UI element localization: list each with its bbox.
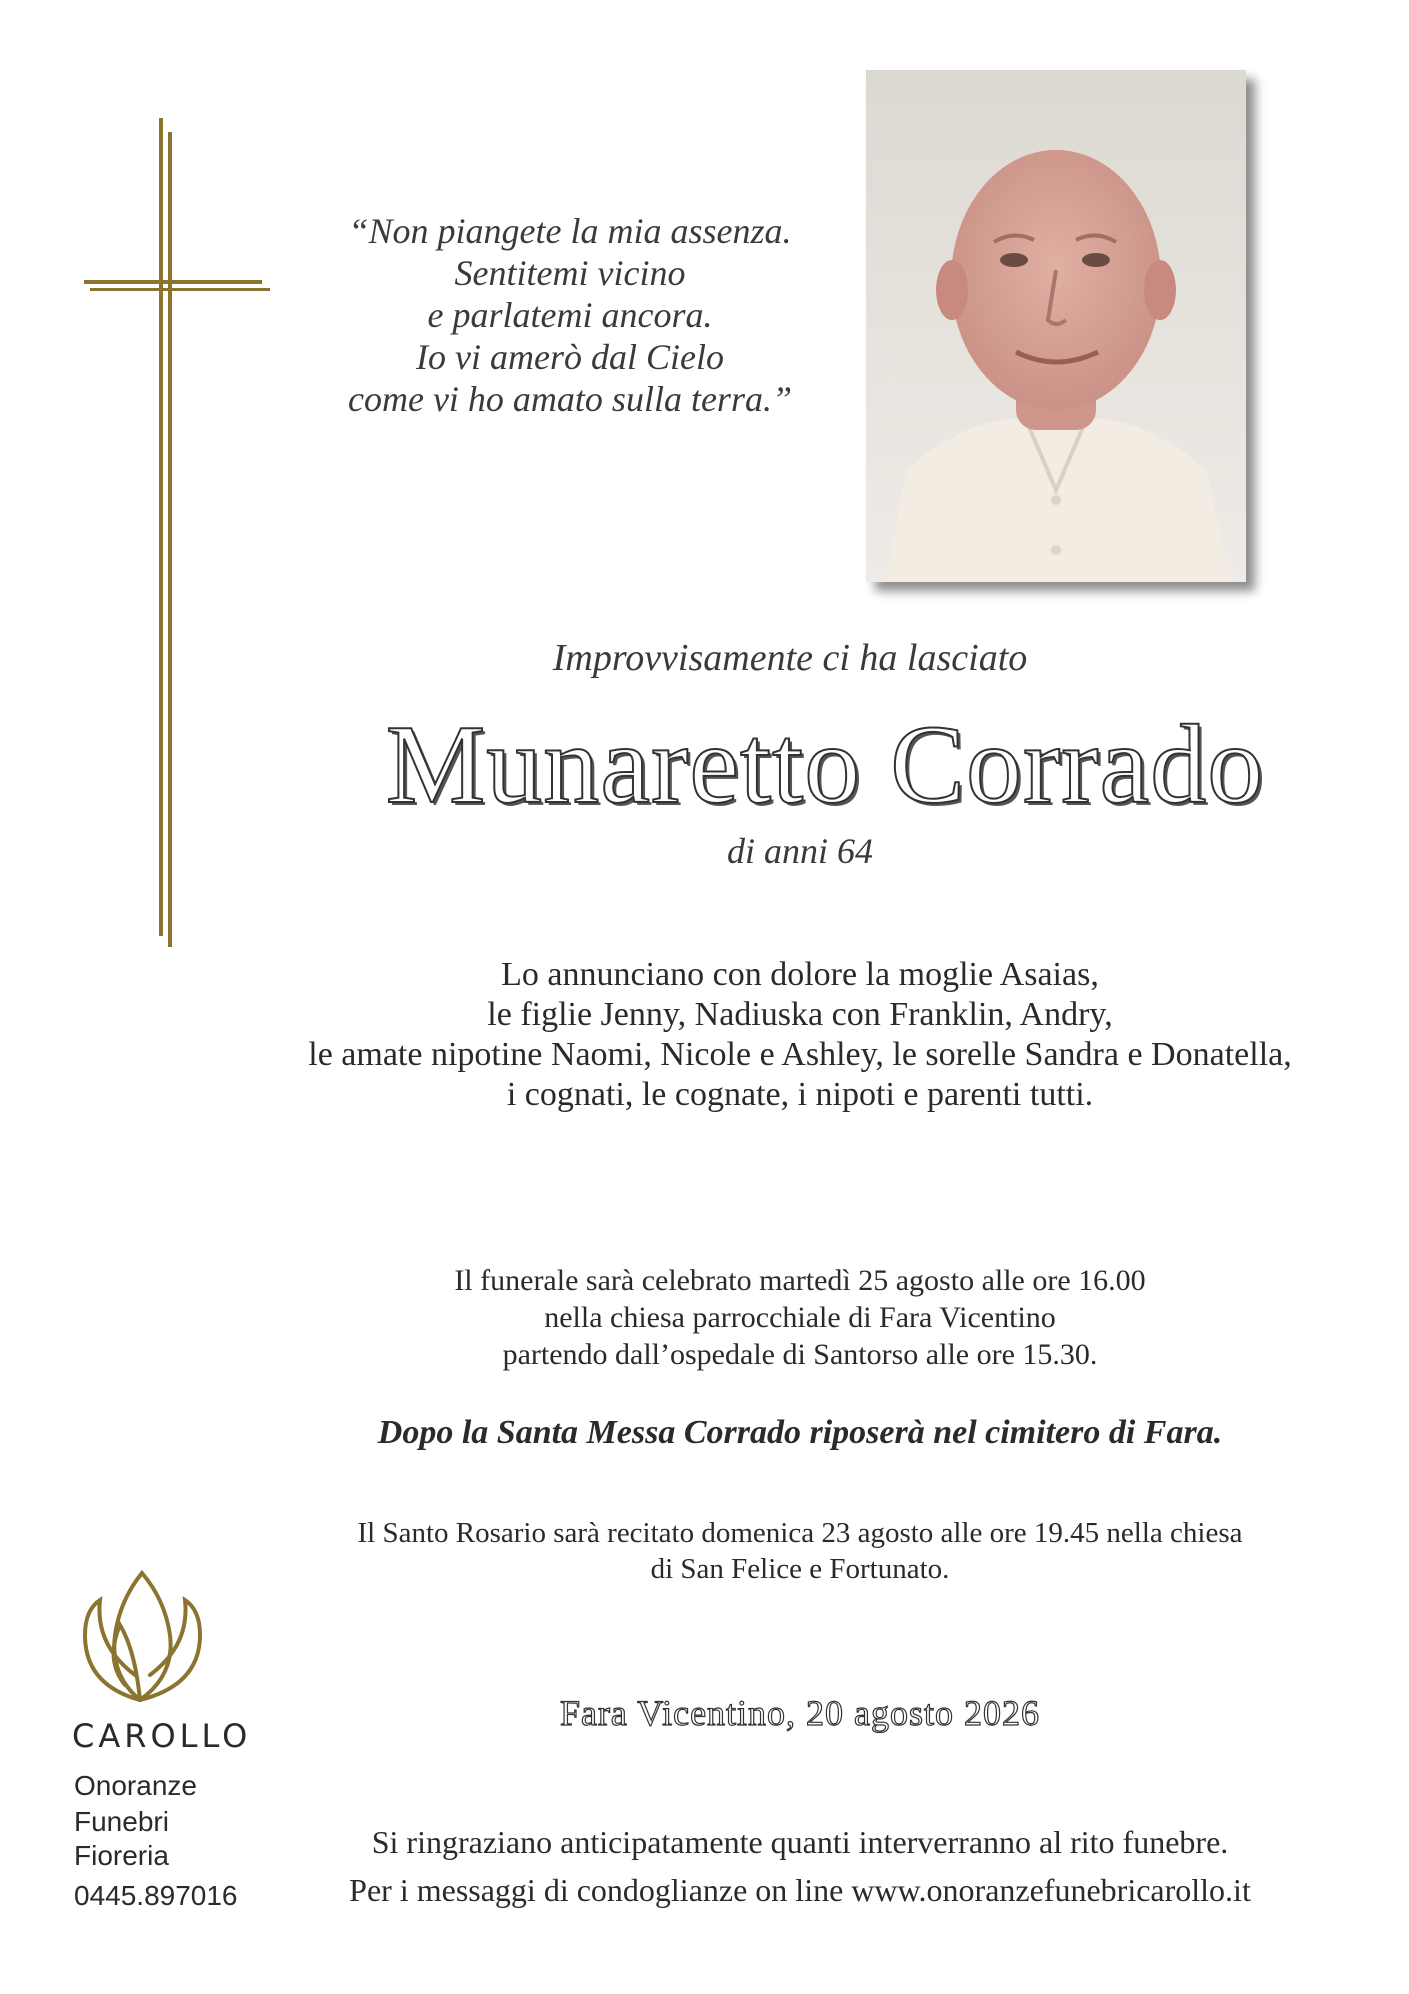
funeral-line: nella chiesa parrocchiale di Fara Vicentino bbox=[544, 1301, 1056, 1334]
thanks-line: Per i messaggi di condoglianze on line www.onoranzefunebricarollo.it bbox=[349, 1872, 1251, 1908]
family-announcement bbox=[250, 955, 1350, 1115]
quote-line: Sentitemi vicino bbox=[454, 253, 686, 293]
logo-line: Onoranze bbox=[74, 1770, 197, 1801]
lotus-logo-icon bbox=[80, 1565, 205, 1705]
funeral-line: partendo dall’ospedale di Santorso alle ore 15.30. bbox=[502, 1338, 1098, 1371]
logo-line: Funebri bbox=[74, 1806, 169, 1837]
quote bbox=[300, 210, 840, 420]
logo-line: Fioreria bbox=[74, 1840, 169, 1871]
family-line: i cognati, le cognate, i nipoti e parenti tutti. bbox=[506, 1076, 1094, 1113]
thanks-line: Si ringraziano anticipatamente quanti interverranno al rito funebre. bbox=[371, 1824, 1229, 1860]
quote-line: e parlatemi ancora. bbox=[427, 295, 713, 335]
burial-text: Dopo la Santa Messa Corrado riposerà nel cimitero di Fara. bbox=[377, 1414, 1223, 1451]
family-line: le figlie Jenny, Nadiuska con Franklin, Andry, bbox=[487, 996, 1113, 1033]
quote-line: Io vi amerò dal Cielo bbox=[416, 337, 724, 377]
rosary-info bbox=[300, 1515, 1300, 1587]
funeral-line: Il funerale sarà celebrato martedì 25 agosto alle ore 16.00 bbox=[454, 1264, 1146, 1297]
logo-name: CAROLLO bbox=[72, 1717, 252, 1755]
logo-phone: 0445.897016 bbox=[74, 1880, 238, 1911]
rosary-line: Il Santo Rosario sarà recitato domenica 23 agosto alle ore 19.45 nella chiesa bbox=[357, 1517, 1243, 1549]
age-text: di anni 64 bbox=[726, 831, 873, 871]
funeral-info bbox=[350, 1262, 1250, 1373]
family-line: Lo annunciano con dolore la moglie Asaias, bbox=[501, 956, 1099, 993]
portrait-photo bbox=[866, 70, 1246, 582]
rosary-line: di San Felice e Fortunato. bbox=[650, 1553, 950, 1585]
thanks-text bbox=[250, 1818, 1350, 1914]
intro-text: Improvvisamente ci ha lasciato bbox=[552, 637, 1028, 679]
place-date: Fara Vicentino, 20 agosto 2026 bbox=[559, 1693, 1041, 1733]
quote-line: “Non piangete la mia assenza. bbox=[348, 211, 792, 251]
deceased-name: Munaretto Corrado bbox=[385, 703, 1265, 827]
quote-line: come vi ho amato sulla terra.” bbox=[348, 379, 792, 419]
family-line: le amate nipotine Naomi, Nicole e Ashley, le sorelle Sandra e Donatella, bbox=[308, 1036, 1292, 1073]
